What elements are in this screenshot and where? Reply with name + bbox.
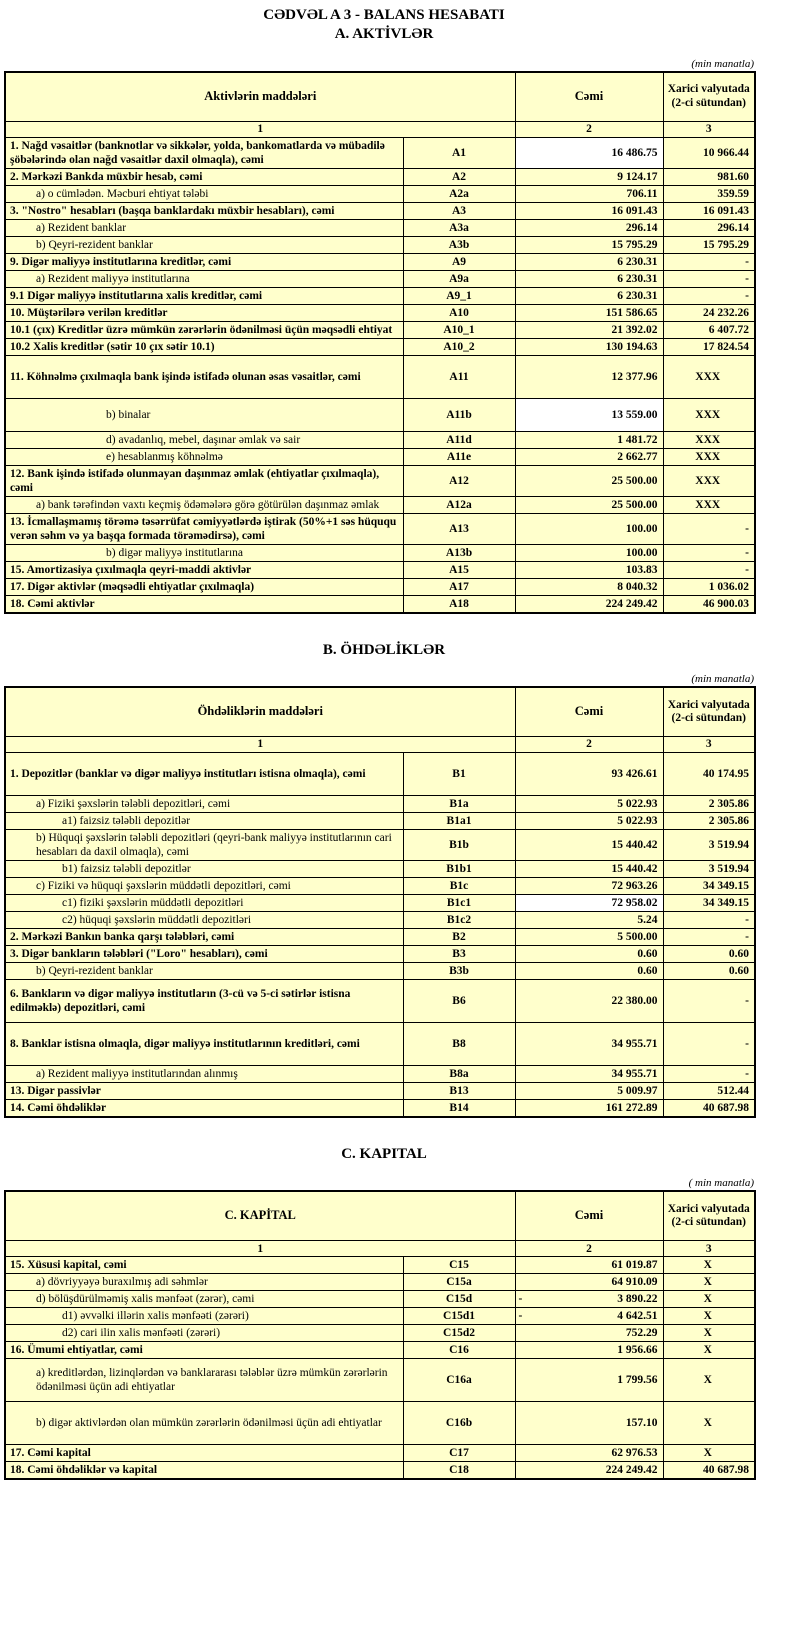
xarici-value: XXX — [663, 398, 755, 431]
cemi-value: 1 481.72 — [515, 431, 663, 448]
table-row — [5, 219, 755, 236]
value-text: 4 642.51 — [617, 1310, 658, 1323]
table-row — [5, 829, 755, 860]
row-code: B3b — [403, 963, 515, 980]
xarici-value: 40 687.98 — [663, 1462, 755, 1480]
cemi-value: 752.29 — [515, 1325, 663, 1342]
cemi-value: 16 486.75 — [515, 137, 663, 168]
row-label: 11. Köhnəlmə çıxılmaqla bank işində istifadə olunan əsas vəsaitlər, cəmi — [5, 355, 403, 398]
xarici-value: 34 349.15 — [663, 877, 755, 894]
xarici-value: - — [663, 513, 755, 544]
page-title — [4, 6, 764, 44]
row-label: 18. Cəmi öhdəliklər və kapital — [5, 1462, 403, 1480]
cemi-value: 25 500.00 — [515, 496, 663, 513]
row-code: A9a — [403, 270, 515, 287]
column-header-total: Cəmi — [515, 72, 663, 122]
column-header-total: Cəmi — [515, 687, 663, 737]
xarici-value: 40 174.95 — [663, 752, 755, 795]
unit-note-b: (min manatla) — [691, 672, 754, 685]
xarici-value: 2 305.86 — [663, 795, 755, 812]
row-label: a) Rezident maliyyə institutlarından alınmış — [5, 1066, 403, 1083]
cemi-value: 224 249.42 — [515, 1462, 663, 1480]
row-label: 8. Banklar istisna olmaqla, digər maliyyə institutlarının kreditləri, cəmi — [5, 1023, 403, 1066]
column-number-3: 3 — [663, 121, 755, 137]
table-row — [5, 513, 755, 544]
table-row — [5, 1023, 755, 1066]
cemi-value: 6 230.31 — [515, 253, 663, 270]
xarici-value: 1 036.02 — [663, 578, 755, 595]
row-code: A11e — [403, 448, 515, 465]
cemi-value: 34 955.71 — [515, 1023, 663, 1066]
table-row — [5, 1462, 755, 1480]
xarici-value: 359.59 — [663, 185, 755, 202]
table-row — [5, 202, 755, 219]
row-code: A11d — [403, 431, 515, 448]
xarici-value: X — [663, 1359, 755, 1402]
row-label: a) Rezident banklar — [5, 219, 403, 236]
row-code: C15d — [403, 1291, 515, 1308]
row-code: A13b — [403, 544, 515, 561]
xarici-value: X — [663, 1445, 755, 1462]
cemi-value: 6 230.31 — [515, 270, 663, 287]
cemi-value: 100.00 — [515, 513, 663, 544]
header-row — [5, 72, 755, 122]
xarici-value: XXX — [663, 465, 755, 496]
cemi-value: 1 799.56 — [515, 1359, 663, 1402]
column-number-3: 3 — [663, 736, 755, 752]
table-row — [5, 448, 755, 465]
table-row — [5, 270, 755, 287]
row-code: C15d1 — [403, 1308, 515, 1325]
negative-value — [519, 1309, 658, 1323]
row-code: A3a — [403, 219, 515, 236]
table-row — [5, 431, 755, 448]
row-code: A17 — [403, 578, 515, 595]
row-code: C15a — [403, 1274, 515, 1291]
xarici-value: - — [663, 980, 755, 1023]
row-label: b) digər maliyyə institutlarına — [5, 544, 403, 561]
row-label: c2) hüquqi şəxslərin müddətli depozitləri — [5, 911, 403, 928]
row-code: B2 — [403, 929, 515, 946]
column-header-foreign: Xarici valyutada (2-ci sütundan) — [663, 1191, 755, 1241]
row-code: A18 — [403, 595, 515, 613]
row-label: 12. Bank işində istifadə olunmayan daşınmaz əmlak (ehtiyatlar çıxılmaqla), cəmi — [5, 465, 403, 496]
cemi-value: 161 272.89 — [515, 1100, 663, 1118]
row-label: 10. Müştərilərə verilən kreditlər — [5, 304, 403, 321]
page-title-line2: A. AKTİVLƏR — [334, 25, 434, 42]
xarici-value: XXX — [663, 448, 755, 465]
table-row — [5, 253, 755, 270]
row-code: A12 — [403, 465, 515, 496]
cemi-value: 706.11 — [515, 185, 663, 202]
row-label: 9.1 Digər maliyyə institutlarına xalis kreditlər, cəmi — [5, 287, 403, 304]
row-code: A10 — [403, 304, 515, 321]
table-row — [5, 980, 755, 1023]
minus-sign: - — [518, 1310, 523, 1323]
assets-table — [4, 71, 756, 614]
cemi-value: 72 958.02 — [515, 894, 663, 911]
row-code: B14 — [403, 1100, 515, 1118]
section-title-capital: C. KAPITAL — [341, 1146, 427, 1163]
row-code: C15 — [403, 1257, 515, 1274]
xarici-value: 512.44 — [663, 1083, 755, 1100]
cemi-value: 130 194.63 — [515, 338, 663, 355]
table-row — [5, 812, 755, 829]
cemi-value: 15 440.42 — [515, 829, 663, 860]
xarici-value: 3 519.94 — [663, 860, 755, 877]
row-code: B1a — [403, 795, 515, 812]
table-row — [5, 1291, 755, 1308]
column-number-1: 1 — [5, 1241, 515, 1257]
row-code: A12a — [403, 496, 515, 513]
row-label: 1. Depozitlər (banklar və digər maliyyə institutları istisna olmaqla), cəmi — [5, 752, 403, 795]
row-code: A1 — [403, 137, 515, 168]
row-label: 14. Cəmi öhdəliklər — [5, 1100, 403, 1118]
column-header-items: Öhdəliklərin maddələri — [5, 687, 515, 737]
header-row — [5, 1191, 755, 1241]
xarici-value: X — [663, 1291, 755, 1308]
xarici-value: 16 091.43 — [663, 202, 755, 219]
xarici-value: 0.60 — [663, 946, 755, 963]
table-row — [5, 911, 755, 928]
row-code: C16 — [403, 1342, 515, 1359]
column-number-1: 1 — [5, 121, 515, 137]
value-text: 3 890.22 — [617, 1293, 658, 1306]
row-code: C18 — [403, 1462, 515, 1480]
cemi-value: 100.00 — [515, 544, 663, 561]
cemi-value: 6 230.31 — [515, 287, 663, 304]
capital-table — [4, 1190, 756, 1480]
section-title-liabilities: B. ÖHDƏLİKLƏR — [322, 641, 446, 658]
row-label: d1) əvvəlki illərin xalis mənfəəti (zərəri) — [5, 1308, 403, 1325]
cemi-value: 2 662.77 — [515, 448, 663, 465]
header-row — [5, 687, 755, 737]
row-label: b) Hüquqi şəxslərin tələbli depozitləri (qeyri-bank maliyyə institutlarının cari hesabları da daxil olmaqla), cəmi — [5, 829, 403, 860]
table-row — [5, 137, 755, 168]
xarici-value: XXX — [663, 431, 755, 448]
row-code: C16a — [403, 1359, 515, 1402]
row-label: 13. İcmallaşmamış törəmə təsərrüfat cəmiyyətlərdə iştirak (50%+1 səs hüququ verən səhm və ya başqa formada törəmədirsə), cəmi — [5, 513, 403, 544]
xarici-value: X — [663, 1257, 755, 1274]
table-row — [5, 1066, 755, 1083]
unit-note-c: ( min manatla) — [688, 1177, 754, 1190]
table-row — [5, 185, 755, 202]
row-label: a) kreditlərdən, lizinqlərdən və banklararası tələblər üzrə mümkün zərərlərin ödənilməsi üçün adi ehtiyatlar — [5, 1359, 403, 1402]
column-number-row — [5, 736, 755, 752]
row-code: A11b — [403, 398, 515, 431]
cemi-value: 64 910.09 — [515, 1274, 663, 1291]
cemi-value: 22 380.00 — [515, 980, 663, 1023]
row-label: 17. Digər aktivlər (məqsədli ehtiyatlar çıxılmaqla) — [5, 578, 403, 595]
xarici-value: 34 349.15 — [663, 894, 755, 911]
xarici-value: - — [663, 253, 755, 270]
row-label: a) bank tərəfindən vaxtı keçmiş ödəmələrə görə götürülən daşınmaz əmlak — [5, 496, 403, 513]
row-label: 9. Digər maliyyə institutlarına kreditlər, cəmi — [5, 253, 403, 270]
row-label: a) dövriyyəyə buraxılmış adi səhmlər — [5, 1274, 403, 1291]
xarici-value: 0.60 — [663, 963, 755, 980]
row-label: 17. Cəmi kapital — [5, 1445, 403, 1462]
table-row — [5, 496, 755, 513]
table-row — [5, 338, 755, 355]
row-label: b1) faizsiz tələbli depozitlər — [5, 860, 403, 877]
xarici-value: - — [663, 544, 755, 561]
xarici-value: X — [663, 1402, 755, 1445]
cemi-value: 15 795.29 — [515, 236, 663, 253]
row-code: A10_1 — [403, 321, 515, 338]
row-code: A3 — [403, 202, 515, 219]
xarici-value: 46 900.03 — [663, 595, 755, 613]
row-code: B1a1 — [403, 812, 515, 829]
row-code: B8 — [403, 1023, 515, 1066]
cemi-value: 34 955.71 — [515, 1066, 663, 1083]
table-row — [5, 1083, 755, 1100]
xarici-value: - — [663, 911, 755, 928]
column-number-row — [5, 1241, 755, 1257]
xarici-value: 6 407.72 — [663, 321, 755, 338]
row-label: a1) faizsiz tələbli depozitlər — [5, 812, 403, 829]
column-number-1: 1 — [5, 736, 515, 752]
row-label: d2) cari ilin xalis mənfəəti (zərəri) — [5, 1325, 403, 1342]
xarici-value: 296.14 — [663, 219, 755, 236]
row-label: e) hesablanmış köhnəlmə — [5, 448, 403, 465]
cemi-value: 12 377.96 — [515, 355, 663, 398]
row-label: d) avadanlıq, mebel, daşınar əmlak və sair — [5, 431, 403, 448]
column-header-foreign: Xarici valyutada (2-ci sütundan) — [663, 72, 755, 122]
table-row — [5, 1308, 755, 1325]
row-label: 2. Mərkəzi Bankda müxbir hesab, cəmi — [5, 168, 403, 185]
row-code: A2 — [403, 168, 515, 185]
xarici-value: X — [663, 1342, 755, 1359]
row-label: b) binalar — [5, 398, 403, 431]
row-code: A9 — [403, 253, 515, 270]
row-label: c) Fiziki və hüquqi şəxslərin müddətli depozitləri, cəmi — [5, 877, 403, 894]
table-row — [5, 894, 755, 911]
row-label: d) bölüşdürülməmiş xalis mənfəət (zərər), cəmi — [5, 1291, 403, 1308]
xarici-value: XXX — [663, 496, 755, 513]
xarici-value: 2 305.86 — [663, 812, 755, 829]
row-label: c1) fiziki şəxslərin müddətli depozitləri — [5, 894, 403, 911]
row-code: B13 — [403, 1083, 515, 1100]
table-row — [5, 304, 755, 321]
column-number-2: 2 — [515, 1241, 663, 1257]
row-label: b) Qeyri-rezident banklar — [5, 963, 403, 980]
row-label: 6. Bankların və digər maliyyə institutların (3-cü və 5-ci sətirlər istisna edilməklə) depozitləri, cəmi — [5, 980, 403, 1023]
cemi-value: 62 976.53 — [515, 1445, 663, 1462]
cemi-value: 15 440.42 — [515, 860, 663, 877]
table-row — [5, 355, 755, 398]
table-row — [5, 860, 755, 877]
cemi-value: 296.14 — [515, 219, 663, 236]
row-label: 3. "Nostro" hesabları (başqa banklardakı müxbir hesabları), cəmi — [5, 202, 403, 219]
table-row — [5, 946, 755, 963]
row-code: A15 — [403, 561, 515, 578]
cemi-value: 93 426.61 — [515, 752, 663, 795]
liabilities-table — [4, 686, 756, 1118]
row-code: A3b — [403, 236, 515, 253]
table-row — [5, 1325, 755, 1342]
column-header-foreign: Xarici valyutada (2-ci sütundan) — [663, 687, 755, 737]
row-code: B1b — [403, 829, 515, 860]
table-row — [5, 398, 755, 431]
table-row — [5, 321, 755, 338]
xarici-value: 24 232.26 — [663, 304, 755, 321]
cemi-value: 21 392.02 — [515, 321, 663, 338]
cemi-value: 16 091.43 — [515, 202, 663, 219]
cemi-value — [515, 1308, 663, 1325]
row-label: a) Rezident maliyyə institutlarına — [5, 270, 403, 287]
xarici-value: 981.60 — [663, 168, 755, 185]
table-row — [5, 168, 755, 185]
row-code: B6 — [403, 980, 515, 1023]
cemi-value — [515, 1291, 663, 1308]
column-header-items: Aktivlərin maddələri — [5, 72, 515, 122]
row-code: A2a — [403, 185, 515, 202]
column-number-3: 3 — [663, 1241, 755, 1257]
xarici-value: 17 824.54 — [663, 338, 755, 355]
table-row — [5, 1257, 755, 1274]
cemi-value: 5 022.93 — [515, 812, 663, 829]
cemi-value: 224 249.42 — [515, 595, 663, 613]
row-label: b) digər aktivlərdən olan mümkün zərərlərin ödənilməsi üçün adi ehtiyatlar — [5, 1402, 403, 1445]
table-row — [5, 1342, 755, 1359]
row-label: 10.2 Xalis kreditlər (sətir 10 çıx sətir 10.1) — [5, 338, 403, 355]
cemi-value: 157.10 — [515, 1402, 663, 1445]
row-label: a) Fiziki şəxslərin tələbli depozitləri, cəmi — [5, 795, 403, 812]
row-code: A9_1 — [403, 287, 515, 304]
row-code: C15d2 — [403, 1325, 515, 1342]
table-row — [5, 595, 755, 613]
xarici-value: - — [663, 1023, 755, 1066]
row-label: 16. Ümumi ehtiyatlar, cəmi — [5, 1342, 403, 1359]
table-row — [5, 752, 755, 795]
row-code: B1c — [403, 877, 515, 894]
xarici-value: - — [663, 929, 755, 946]
cemi-value: 5 009.97 — [515, 1083, 663, 1100]
cemi-value: 72 963.26 — [515, 877, 663, 894]
table-row — [5, 561, 755, 578]
table-row — [5, 1100, 755, 1118]
negative-value — [519, 1292, 658, 1306]
xarici-value: 3 519.94 — [663, 829, 755, 860]
page-title-line1: CƏDVƏL A 3 - BALANS HESABATI — [263, 7, 505, 23]
xarici-value: X — [663, 1274, 755, 1291]
row-code: B1b1 — [403, 860, 515, 877]
row-label: 13. Digər passivlər — [5, 1083, 403, 1100]
cemi-value: 0.60 — [515, 963, 663, 980]
balance-sheet-document — [4, 0, 758, 1480]
table-row — [5, 287, 755, 304]
row-code: A11 — [403, 355, 515, 398]
xarici-value: 15 795.29 — [663, 236, 755, 253]
cemi-value: 1 956.66 — [515, 1342, 663, 1359]
row-label: 1. Nağd vəsaitlər (banknotlar və sikkələr, yolda, bankomatlarda və mübadilə şöbələrində olan nağd vəsaitlər daxil olmaqla), cəmi — [5, 137, 403, 168]
row-label: 10.1 (çıx) Kreditlər üzrə mümkün zərərlərin ödənilməsi üçün məqsədli ehtiyat — [5, 321, 403, 338]
row-code: B1c1 — [403, 894, 515, 911]
row-label: 2. Mərkəzi Bankın banka qarşı tələbləri, cəmi — [5, 929, 403, 946]
unit-note-a: (min manatla) — [691, 57, 754, 70]
cemi-value: 9 124.17 — [515, 168, 663, 185]
table-row — [5, 1445, 755, 1462]
row-code: B1c2 — [403, 911, 515, 928]
table-row — [5, 578, 755, 595]
xarici-value: 10 966.44 — [663, 137, 755, 168]
cemi-value: 103.83 — [515, 561, 663, 578]
cemi-value: 8 040.32 — [515, 578, 663, 595]
row-label: 15. Xüsusi kapital, cəmi — [5, 1257, 403, 1274]
row-code: A13 — [403, 513, 515, 544]
column-header-total: Cəmi — [515, 1191, 663, 1241]
table-row — [5, 236, 755, 253]
table-row — [5, 544, 755, 561]
xarici-value: - — [663, 1066, 755, 1083]
row-label: a) o cümlədən. Məcburi ehtiyat tələbi — [5, 185, 403, 202]
table-row — [5, 465, 755, 496]
row-code: B3 — [403, 946, 515, 963]
row-label: 3. Digər bankların tələbləri ("Loro" hesabları), cəmi — [5, 946, 403, 963]
cemi-value: 0.60 — [515, 946, 663, 963]
column-header-items: C. KAPİTAL — [5, 1191, 515, 1241]
cemi-value: 61 019.87 — [515, 1257, 663, 1274]
table-row — [5, 929, 755, 946]
table-row — [5, 877, 755, 894]
xarici-value: - — [663, 270, 755, 287]
row-code: B8a — [403, 1066, 515, 1083]
xarici-value: 40 687.98 — [663, 1100, 755, 1118]
cemi-value: 13 559.00 — [515, 398, 663, 431]
column-number-2: 2 — [515, 736, 663, 752]
row-label: 18. Cəmi aktivlər — [5, 595, 403, 613]
xarici-value: XXX — [663, 355, 755, 398]
table-row — [5, 1359, 755, 1402]
table-row — [5, 1274, 755, 1291]
xarici-value: - — [663, 561, 755, 578]
cemi-value: 25 500.00 — [515, 465, 663, 496]
row-label: b) Qeyri-rezident banklar — [5, 236, 403, 253]
cemi-value: 5.24 — [515, 911, 663, 928]
column-number-2: 2 — [515, 121, 663, 137]
row-code: B1 — [403, 752, 515, 795]
xarici-value: X — [663, 1325, 755, 1342]
cemi-value: 5 022.93 — [515, 795, 663, 812]
xarici-value: X — [663, 1308, 755, 1325]
table-row — [5, 1402, 755, 1445]
xarici-value: - — [663, 287, 755, 304]
row-code: C17 — [403, 1445, 515, 1462]
row-label: 15. Amortizasiya çıxılmaqla qeyri-maddi aktivlər — [5, 561, 403, 578]
row-code: A10_2 — [403, 338, 515, 355]
cemi-value: 5 500.00 — [515, 929, 663, 946]
table-row — [5, 795, 755, 812]
row-code: C16b — [403, 1402, 515, 1445]
cemi-value: 151 586.65 — [515, 304, 663, 321]
table-row — [5, 963, 755, 980]
column-number-row — [5, 121, 755, 137]
minus-sign: - — [518, 1293, 523, 1306]
